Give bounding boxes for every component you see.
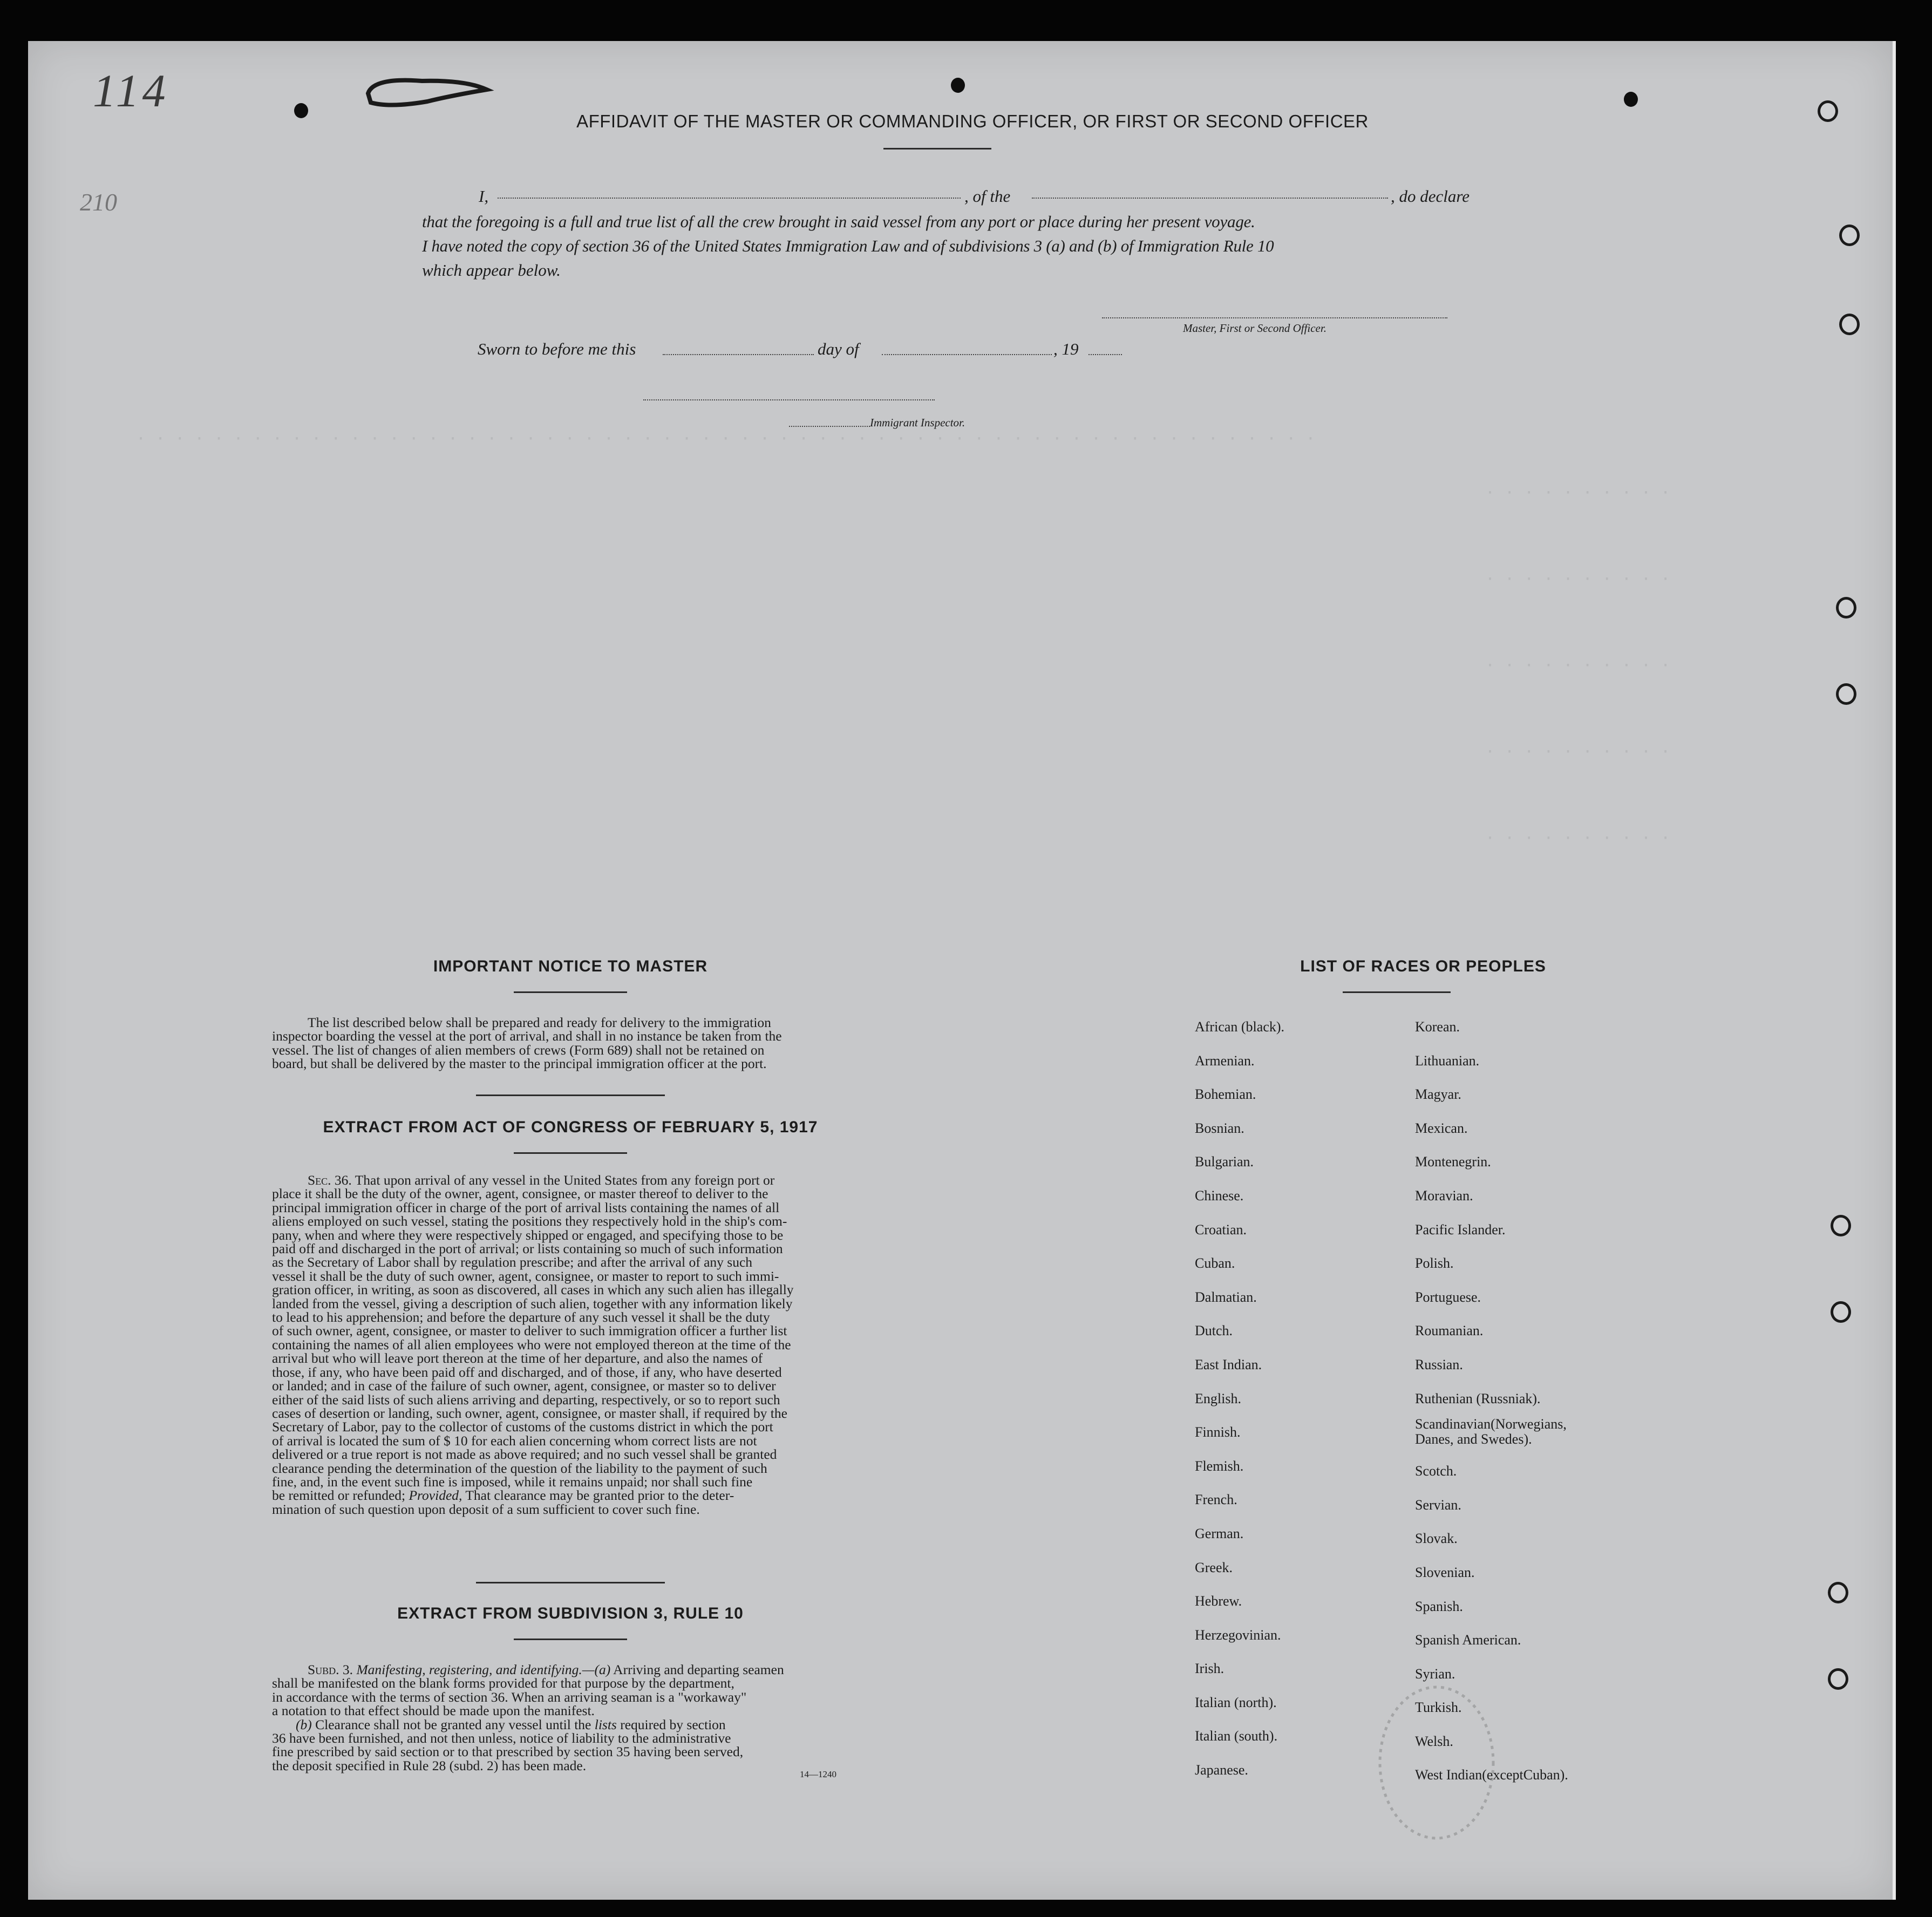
inspector-label: Immigrant Inspector. bbox=[870, 416, 965, 429]
divider bbox=[1343, 991, 1451, 993]
handwritten-corner-mark: 114 bbox=[93, 65, 169, 117]
punch-hole bbox=[1624, 92, 1638, 107]
handwritten-margin-number: 210 bbox=[80, 188, 117, 216]
race-item: French. bbox=[1195, 1492, 1237, 1508]
race-item: Scandinavian(Norwegians, Danes, and Swedes). bbox=[1415, 1416, 1567, 1447]
divider bbox=[476, 1095, 665, 1096]
punch-hole bbox=[1831, 1301, 1851, 1323]
divider bbox=[514, 991, 627, 993]
notice-title: IMPORTANT NOTICE TO MASTER bbox=[433, 957, 708, 975]
race-item: German. bbox=[1195, 1525, 1244, 1541]
race-item: Welsh. bbox=[1415, 1733, 1453, 1749]
bleed-through: · · · · · · · · · · bbox=[1485, 570, 1671, 589]
rule-title: EXTRACT FROM SUBDIVISION 3, RULE 10 bbox=[397, 1605, 744, 1622]
race-item: Hebrew. bbox=[1195, 1593, 1242, 1609]
race-item: Dutch. bbox=[1195, 1323, 1233, 1339]
form-sheet bbox=[28, 41, 1896, 1900]
race-item: Greek. bbox=[1195, 1559, 1233, 1575]
affidavit-i: I, bbox=[479, 187, 489, 206]
punch-hole bbox=[1828, 1582, 1848, 1603]
rule-body-a: Arriving and departing seamen shall be manifested on the blank forms provided for that purpose by the department, in accordance with the terms of section 36. When an arriving seaman is a "workaway" a notation to that effect should be made upon the manifest. bbox=[272, 1662, 784, 1719]
signature-label: Master, First or Second Officer. bbox=[1183, 322, 1326, 335]
punch-hole bbox=[1839, 314, 1860, 335]
race-item: Slovak. bbox=[1415, 1531, 1458, 1547]
punch-hole bbox=[1836, 683, 1856, 705]
act-provided: Provided, bbox=[409, 1487, 462, 1504]
race-item: Moravian. bbox=[1415, 1187, 1473, 1204]
race-item: Croatian. bbox=[1195, 1221, 1247, 1238]
sworn-year: , 19 bbox=[1053, 339, 1079, 358]
ink-smudge-icon bbox=[357, 74, 498, 112]
race-item: Bohemian. bbox=[1195, 1086, 1256, 1103]
races-column-2 bbox=[1415, 1010, 1652, 1792]
race-item: Bulgarian. bbox=[1195, 1154, 1254, 1170]
divider bbox=[514, 1639, 627, 1640]
race-item: Russian. bbox=[1415, 1356, 1463, 1372]
affidavit-of-the: , of the bbox=[964, 187, 1011, 206]
inspector-blank-small bbox=[789, 426, 870, 427]
races-title: LIST OF RACES OR PEOPLES bbox=[1300, 957, 1546, 975]
affidavit-title: AFFIDAVIT OF THE MASTER OR COMMANDING OFFICER, OR FIRST OR SECOND OFFICER bbox=[576, 111, 1369, 131]
races-column-1 bbox=[1195, 1010, 1400, 1787]
race-item: East Indian. bbox=[1195, 1356, 1262, 1372]
race-item: Scotch. bbox=[1415, 1463, 1457, 1479]
race-item: West Indian(exceptCuban). bbox=[1415, 1767, 1568, 1783]
punch-hole bbox=[1818, 100, 1838, 122]
inspector-signature-blank[interactable] bbox=[643, 399, 935, 400]
race-item: Chinese. bbox=[1195, 1187, 1244, 1204]
race-item: Japanese. bbox=[1195, 1762, 1248, 1778]
race-item: Cuban. bbox=[1195, 1255, 1235, 1272]
affidavit-line4: which appear below. bbox=[422, 261, 561, 280]
race-item: Armenian. bbox=[1195, 1052, 1255, 1069]
race-item: Pacific Islander. bbox=[1415, 1221, 1506, 1238]
affidavit-line3: I have noted the copy of section 36 of the United States Immigration Law and of subdivisions 3 (a) and (b) of Immigration Rule 10 bbox=[422, 236, 1274, 255]
bleed-through: · · · · · · · · · · bbox=[1485, 829, 1671, 848]
race-item: Portuguese. bbox=[1415, 1289, 1481, 1305]
sworn-prefix: Sworn to before me this bbox=[478, 339, 636, 358]
vessel-blank[interactable] bbox=[1032, 198, 1388, 199]
day-blank[interactable] bbox=[663, 354, 814, 355]
race-item: Korean. bbox=[1415, 1019, 1460, 1035]
race-item: Montenegrin. bbox=[1415, 1154, 1491, 1170]
race-item: Turkish. bbox=[1415, 1700, 1462, 1716]
race-item: Bosnian. bbox=[1195, 1120, 1244, 1136]
rule-body-b2: required by section 36 have been furnished, and not then unless, notice of liability to the administrative fine prescribed by said section or to that prescribed by section 35 having been served, the deposit specified in Rule 28 (subd. 2) has been made. bbox=[272, 1716, 744, 1773]
bleed-through: · · · · · · · · · · bbox=[1485, 484, 1671, 502]
act-sec-label: Sec. 36. bbox=[308, 1172, 352, 1188]
affidavit-line2: that the foregoing is a full and true list of all the crew brought in said vessel from any port or place during her present voyage. bbox=[422, 212, 1255, 231]
bleed-through: · · · · · · · · · · bbox=[1485, 656, 1671, 675]
punch-hole bbox=[1831, 1215, 1851, 1236]
signature-blank[interactable] bbox=[1102, 317, 1447, 318]
race-item: Flemish. bbox=[1195, 1458, 1244, 1474]
rule-body-b1: Clearance shall not be granted any vessel until the bbox=[315, 1716, 591, 1732]
race-item: Magyar. bbox=[1415, 1086, 1461, 1103]
race-item: Dalmatian. bbox=[1195, 1289, 1257, 1305]
race-item: Finnish. bbox=[1195, 1424, 1241, 1440]
race-item: Spanish American. bbox=[1415, 1632, 1521, 1648]
punch-hole bbox=[1839, 225, 1860, 246]
divider bbox=[514, 1152, 627, 1154]
race-item: African (black). bbox=[1195, 1019, 1285, 1035]
race-item: Slovenian. bbox=[1415, 1564, 1475, 1580]
rule-lists-word: lists bbox=[594, 1716, 617, 1732]
race-item: English. bbox=[1195, 1390, 1241, 1406]
act-body bbox=[272, 1173, 895, 1516]
act-body-end: That clearance may be granted prior to the deter- mination of such question upon deposit of a sum sufficient to cover such fine. bbox=[272, 1487, 734, 1517]
race-item: Italian (south). bbox=[1195, 1728, 1278, 1744]
race-item: Polish. bbox=[1415, 1255, 1454, 1272]
act-title: EXTRACT FROM ACT OF CONGRESS OF FEBRUARY 5, 1917 bbox=[323, 1118, 818, 1136]
sworn-day: day of bbox=[818, 339, 859, 358]
month-blank[interactable] bbox=[882, 354, 1052, 355]
rule-subd-label: Subd. 3. bbox=[308, 1662, 353, 1677]
punch-hole bbox=[951, 78, 965, 93]
race-item: Syrian. bbox=[1415, 1666, 1455, 1682]
race-item: Lithuanian. bbox=[1415, 1052, 1480, 1069]
bleed-through: · · · · · · · · · · bbox=[1485, 743, 1671, 762]
divider bbox=[883, 148, 991, 149]
rule-body bbox=[272, 1663, 895, 1772]
race-item: Ruthenian (Russniak). bbox=[1415, 1390, 1541, 1406]
race-item: Italian (north). bbox=[1195, 1694, 1277, 1710]
race-item: Irish. bbox=[1195, 1661, 1224, 1677]
rule-subd-heading: Manifesting, registering, and identifying.—(a) bbox=[356, 1662, 611, 1677]
punch-hole bbox=[294, 103, 308, 118]
faint-stamp-icon bbox=[1372, 1676, 1501, 1849]
race-item: Mexican. bbox=[1415, 1120, 1468, 1136]
act-body-text: That upon arrival of any vessel in the United States from any foreign port or place it shall be the duty of the owner, agent, consignee, or master thereof to deliver to the principal immigration officer in charge of the port of arrival lists containing the names of all aliens employed on such vessel, stating the positions they respectively hold in the ship's com- pany, when and where they were respectively shipped or engaged, and specifying those to be paid off and discharged in the port of arrival; or lists containing so much of such information as the Secretary of Labor shall by regulation prescribe; and after the arrival of any such vessel it shall be the duty of such owner, agent, consignee, or master to report to such immi- gration officer, in writing, as soon as discovered, all cases in which any such alien has illegally landed from the vessel, giving a description of such alien, together with any information likely to lead to his apprehension; and before the departure of any such vessel it shall be the duty of such owner, agent, consignee, or master to deliver to such immigration officer a further list containing the names of all alien employees who were not employed thereon at the time of the arrival but who will leave port thereon at the time of her departure, and also the names of those, if any, who have been paid off and discharged, and of those, if any, who have deserted or landed; and in case of the failure of such owner, agent, consignee, or master so to deliver either of the said lists of such aliens arriving and departing, respectively, or so to report such cases of desertion or landing, such owner, agent, consignee, or master shall, if required by the Secretary of Labor, pay to the collector of customs of the customs district in which the port of arrival is located the sum of $ 10 for each alien concerning whom correct lists are not delivered or a true report is not made as above required; and no such vessel shall be granted clearance pending the determination of the question of the liability to the payment of such fine, and, in the event such fine is imposed, while it remains unpaid; nor shall such fine be remitted or refunded; bbox=[272, 1172, 794, 1504]
affidavit-declare: , do declare bbox=[1391, 187, 1470, 206]
race-item: Spanish. bbox=[1415, 1598, 1463, 1614]
divider bbox=[476, 1582, 665, 1583]
rule-b-label: (b) bbox=[296, 1716, 312, 1732]
punch-hole bbox=[1828, 1668, 1848, 1690]
year-blank[interactable] bbox=[1089, 354, 1122, 355]
name-blank[interactable] bbox=[498, 198, 961, 199]
race-item: Herzegovinian. bbox=[1195, 1627, 1281, 1643]
bleed-through: · · · · · · · · · · · · · · · · · · · · · · · · · · · · · · · · · · · · · · · · · · · · · · · · · · · · · · · · · · · · · bbox=[136, 430, 1316, 448]
race-item: Roumanian. bbox=[1415, 1323, 1484, 1339]
race-item: Servian. bbox=[1415, 1497, 1461, 1513]
notice-body: The list described below shall be prepared and ready for delivery to the immigration inspector boarding the vessel at the port of arrival, and shall in no instance be taken from the vessel. The list of changes of alien members of crews (Form 689) shall not be retained on board, but shall be delivered by the master to the principal immigration officer at the port. bbox=[272, 1015, 782, 1072]
punch-hole bbox=[1836, 597, 1856, 618]
form-number: 14—1240 bbox=[800, 1769, 836, 1779]
